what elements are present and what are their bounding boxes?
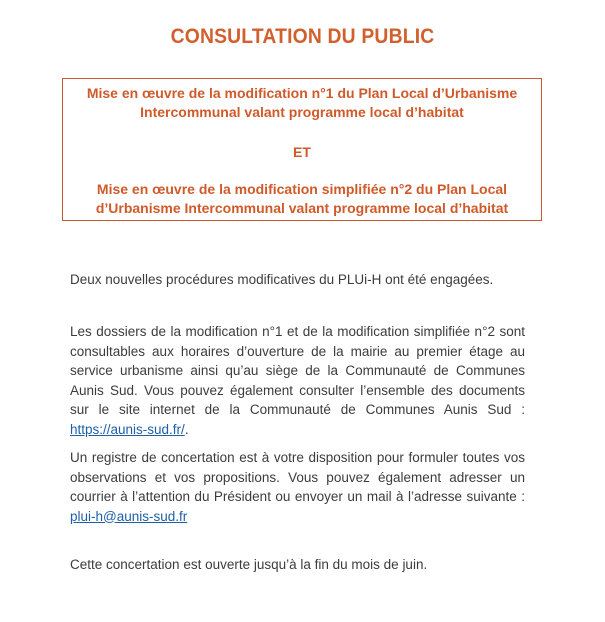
- paragraph-dossiers: [70, 322, 525, 439]
- paragraph-dossiers-text: Les dossiers de la modification n°1 et de la modification simplifiée n°2 sont consultables aux horaires d’ouverture de la mairie au premier étage au service urbanisme ainsi qu’au siège de la Communauté de Communes Aunis Sud. Vous pouvez également consulter l’ensemble des documents sur le site internet de la Communauté de Communes Aunis Sud :: [70, 324, 525, 417]
- paragraph-registre-text: Un registre de concertation est à votre disposition pour formuler toutes vos observations et vos propositions. Vous pouvez également adresser un courrier à l’attention du Président ou envoyer un mail à l’adresse suivante :: [70, 450, 525, 504]
- paragraph-intro: Deux nouvelles procédures modificatives du PLUi-H ont été engagées.: [70, 272, 494, 287]
- website-link[interactable]: https://aunis-sud.fr/: [70, 421, 185, 437]
- email-link[interactable]: plui-h@aunis-sud.fr: [70, 508, 188, 524]
- paragraph-dossiers-end: .: [184, 421, 189, 437]
- box-conjunction: ET: [293, 144, 311, 160]
- paragraph-registre: [70, 448, 525, 526]
- announcement-box: [62, 78, 542, 221]
- paragraph-closing: Cette concertation est ouverte jusqu’à la fin du mois de juin.: [70, 557, 428, 572]
- box-line-modification-1: Mise en œuvre de la modification n°1 du Plan Local d’Urbanisme Intercommunal valant programme local d’habitat: [86, 85, 518, 120]
- box-line-modification-2: Mise en œuvre de la modification simplifiée n°2 du Plan Local d’Urbanisme Intercommunal valant programme local d’habitat: [95, 181, 509, 216]
- page-title: CONSULTATION DU PUBLIC: [170, 25, 435, 48]
